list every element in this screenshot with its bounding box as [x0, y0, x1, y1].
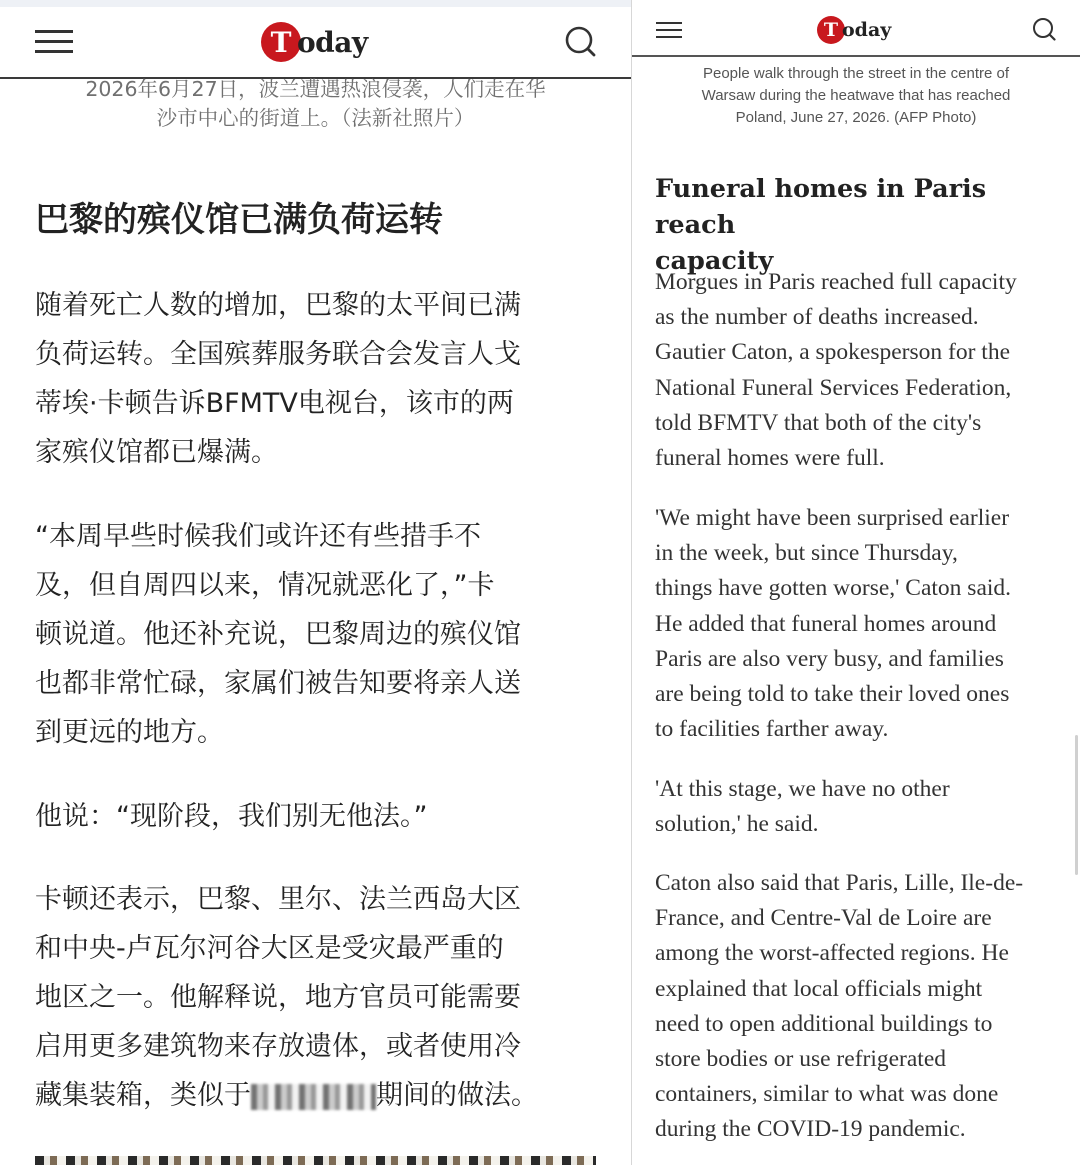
- paragraph-line: among the worst-affected regions. He: [655, 940, 1009, 967]
- caption-line: Warsaw during the heatwave that has reached: [701, 87, 1011, 104]
- paragraph-line: 卡顿还表示，巴黎、里尔、法兰西岛大区: [35, 884, 521, 915]
- article-paragraph: [655, 772, 950, 842]
- paragraph-line: France, and Centre-Val de Loire are: [655, 905, 992, 932]
- today-logo[interactable]: [817, 16, 891, 44]
- logo-circle: T: [261, 22, 301, 62]
- paragraph-line: 到更远的地方。: [35, 717, 224, 748]
- article-paragraph: [35, 792, 427, 841]
- pixelated-redaction: [251, 1084, 376, 1110]
- today-logo[interactable]: [261, 22, 368, 62]
- hamburger-menu-icon[interactable]: [35, 30, 73, 54]
- paragraph-line: “本周早些时候我们或许还有些措手不: [35, 521, 481, 552]
- logo-text: oday: [297, 25, 368, 59]
- caption-line: People walk through the street in the centre of: [702, 65, 1010, 82]
- paragraph-line: containers, similar to what was done: [655, 1081, 999, 1108]
- app-header: [0, 7, 631, 79]
- paragraph-line: He added that funeral homes around: [655, 610, 997, 637]
- paragraph-line: as the number of deaths increased.: [655, 304, 979, 331]
- search-icon[interactable]: [564, 25, 596, 57]
- hamburger-menu-icon[interactable]: [656, 22, 682, 39]
- logo-circle: T: [817, 16, 845, 44]
- search-icon[interactable]: [1032, 17, 1056, 41]
- caption-line: Poland, June 27, 2026. (AFP Photo): [735, 109, 977, 126]
- paragraph-line: explained that local officials might: [655, 975, 983, 1002]
- paragraph-line: funeral homes were full.: [655, 444, 885, 471]
- paragraph-line: 及，但自周四以来，情况就恶化了，”卡: [35, 570, 495, 601]
- paragraph-line: need to open additional buildings to: [655, 1010, 993, 1037]
- paragraph-text: 藏集装箱，类似于: [35, 1080, 251, 1111]
- paragraph-line: solution,' he said.: [655, 811, 819, 838]
- english-article-panel: [632, 0, 1080, 1165]
- paragraph-line: told BFMTV that both of the city's: [655, 409, 982, 436]
- paragraph-line: 随着死亡人数的增加，巴黎的太平间已满: [35, 290, 521, 321]
- article-paragraph: [655, 265, 1017, 476]
- paragraph-line: things have gotten worse,' Caton said.: [655, 575, 1012, 602]
- paragraph-line: [35, 1071, 538, 1120]
- caption-line: 2026年6月27日，波兰遭遇热浪侵袭，人们走在华: [85, 77, 546, 101]
- paragraph-line: store bodies or use refrigerated: [655, 1045, 947, 1072]
- paragraph-line: Gautier Caton, a spokesperson for the: [655, 339, 1011, 366]
- paragraph-text: 期间的做法。: [376, 1080, 538, 1111]
- article-paragraph: [35, 512, 521, 757]
- paragraph-line: 'At this stage, we have no other: [655, 776, 950, 802]
- paragraph-line: 'We might have been surprised earlier: [655, 505, 1010, 531]
- logo-text: oday: [842, 19, 892, 41]
- heading-line: capacity: [655, 246, 774, 276]
- paragraph-line: in the week, but since Thursday,: [655, 540, 958, 567]
- article-heading: [655, 171, 1075, 279]
- status-strip: [0, 0, 631, 7]
- paragraph-line: 家殡仪馆都已爆满。: [35, 437, 278, 468]
- heading-line: Funeral homes in Paris reach: [655, 174, 987, 240]
- paragraph-line: 和中央-卢瓦尔河谷大区是受灾最严重的: [35, 933, 504, 964]
- paragraph-line: 他说：“现阶段，我们别无他法。”: [35, 801, 428, 832]
- paragraph-line: 蒂埃·卡顿告诉BFMTV电视台，该市的两: [35, 388, 514, 419]
- paragraph-line: are being told to take their loved ones: [655, 680, 1010, 707]
- paragraph-line: National Funeral Services Federation,: [655, 374, 1012, 401]
- paragraph-line: 顿说道。他还补充说，巴黎周边的殡仪馆: [35, 619, 521, 650]
- paragraph-line: 也都非常忙碌，家属们被告知要将亲人送: [35, 668, 521, 699]
- photo-caption: [0, 75, 631, 133]
- article-paragraph: [655, 866, 1023, 1148]
- paragraph-line: Paris are also very busy, and families: [655, 645, 1004, 672]
- paragraph-line: 地区之一。他解释说，地方官员可能需要: [35, 982, 521, 1013]
- article-paragraph: [655, 501, 1011, 747]
- scrollbar[interactable]: [1075, 735, 1078, 875]
- paragraph-line: Caton also said that Paris, Lille, Ile-de-: [655, 870, 1024, 896]
- article-heading: 巴黎的殡仪馆已满负荷运转: [35, 200, 443, 240]
- article-paragraph: [35, 281, 521, 477]
- paragraph-line: 启用更多建筑物来存放遗体，或者使用冷: [35, 1031, 521, 1062]
- paragraph-line: to facilities farther away.: [655, 716, 889, 743]
- paragraph-line: 负荷运转。全国殡葬服务联合会发言人戈: [35, 339, 521, 370]
- caption-line: 沙市中心的街道上。（法新社照片）: [156, 106, 475, 130]
- photo-caption: [632, 63, 1080, 129]
- paragraph-line: Morgues in Paris reached full capacity: [655, 269, 1017, 295]
- article-paragraph: [35, 875, 538, 1120]
- article-photo-edge: [35, 1156, 596, 1165]
- app-header: [632, 0, 1080, 57]
- paragraph-line: during the COVID-19 pandemic.: [655, 1116, 966, 1143]
